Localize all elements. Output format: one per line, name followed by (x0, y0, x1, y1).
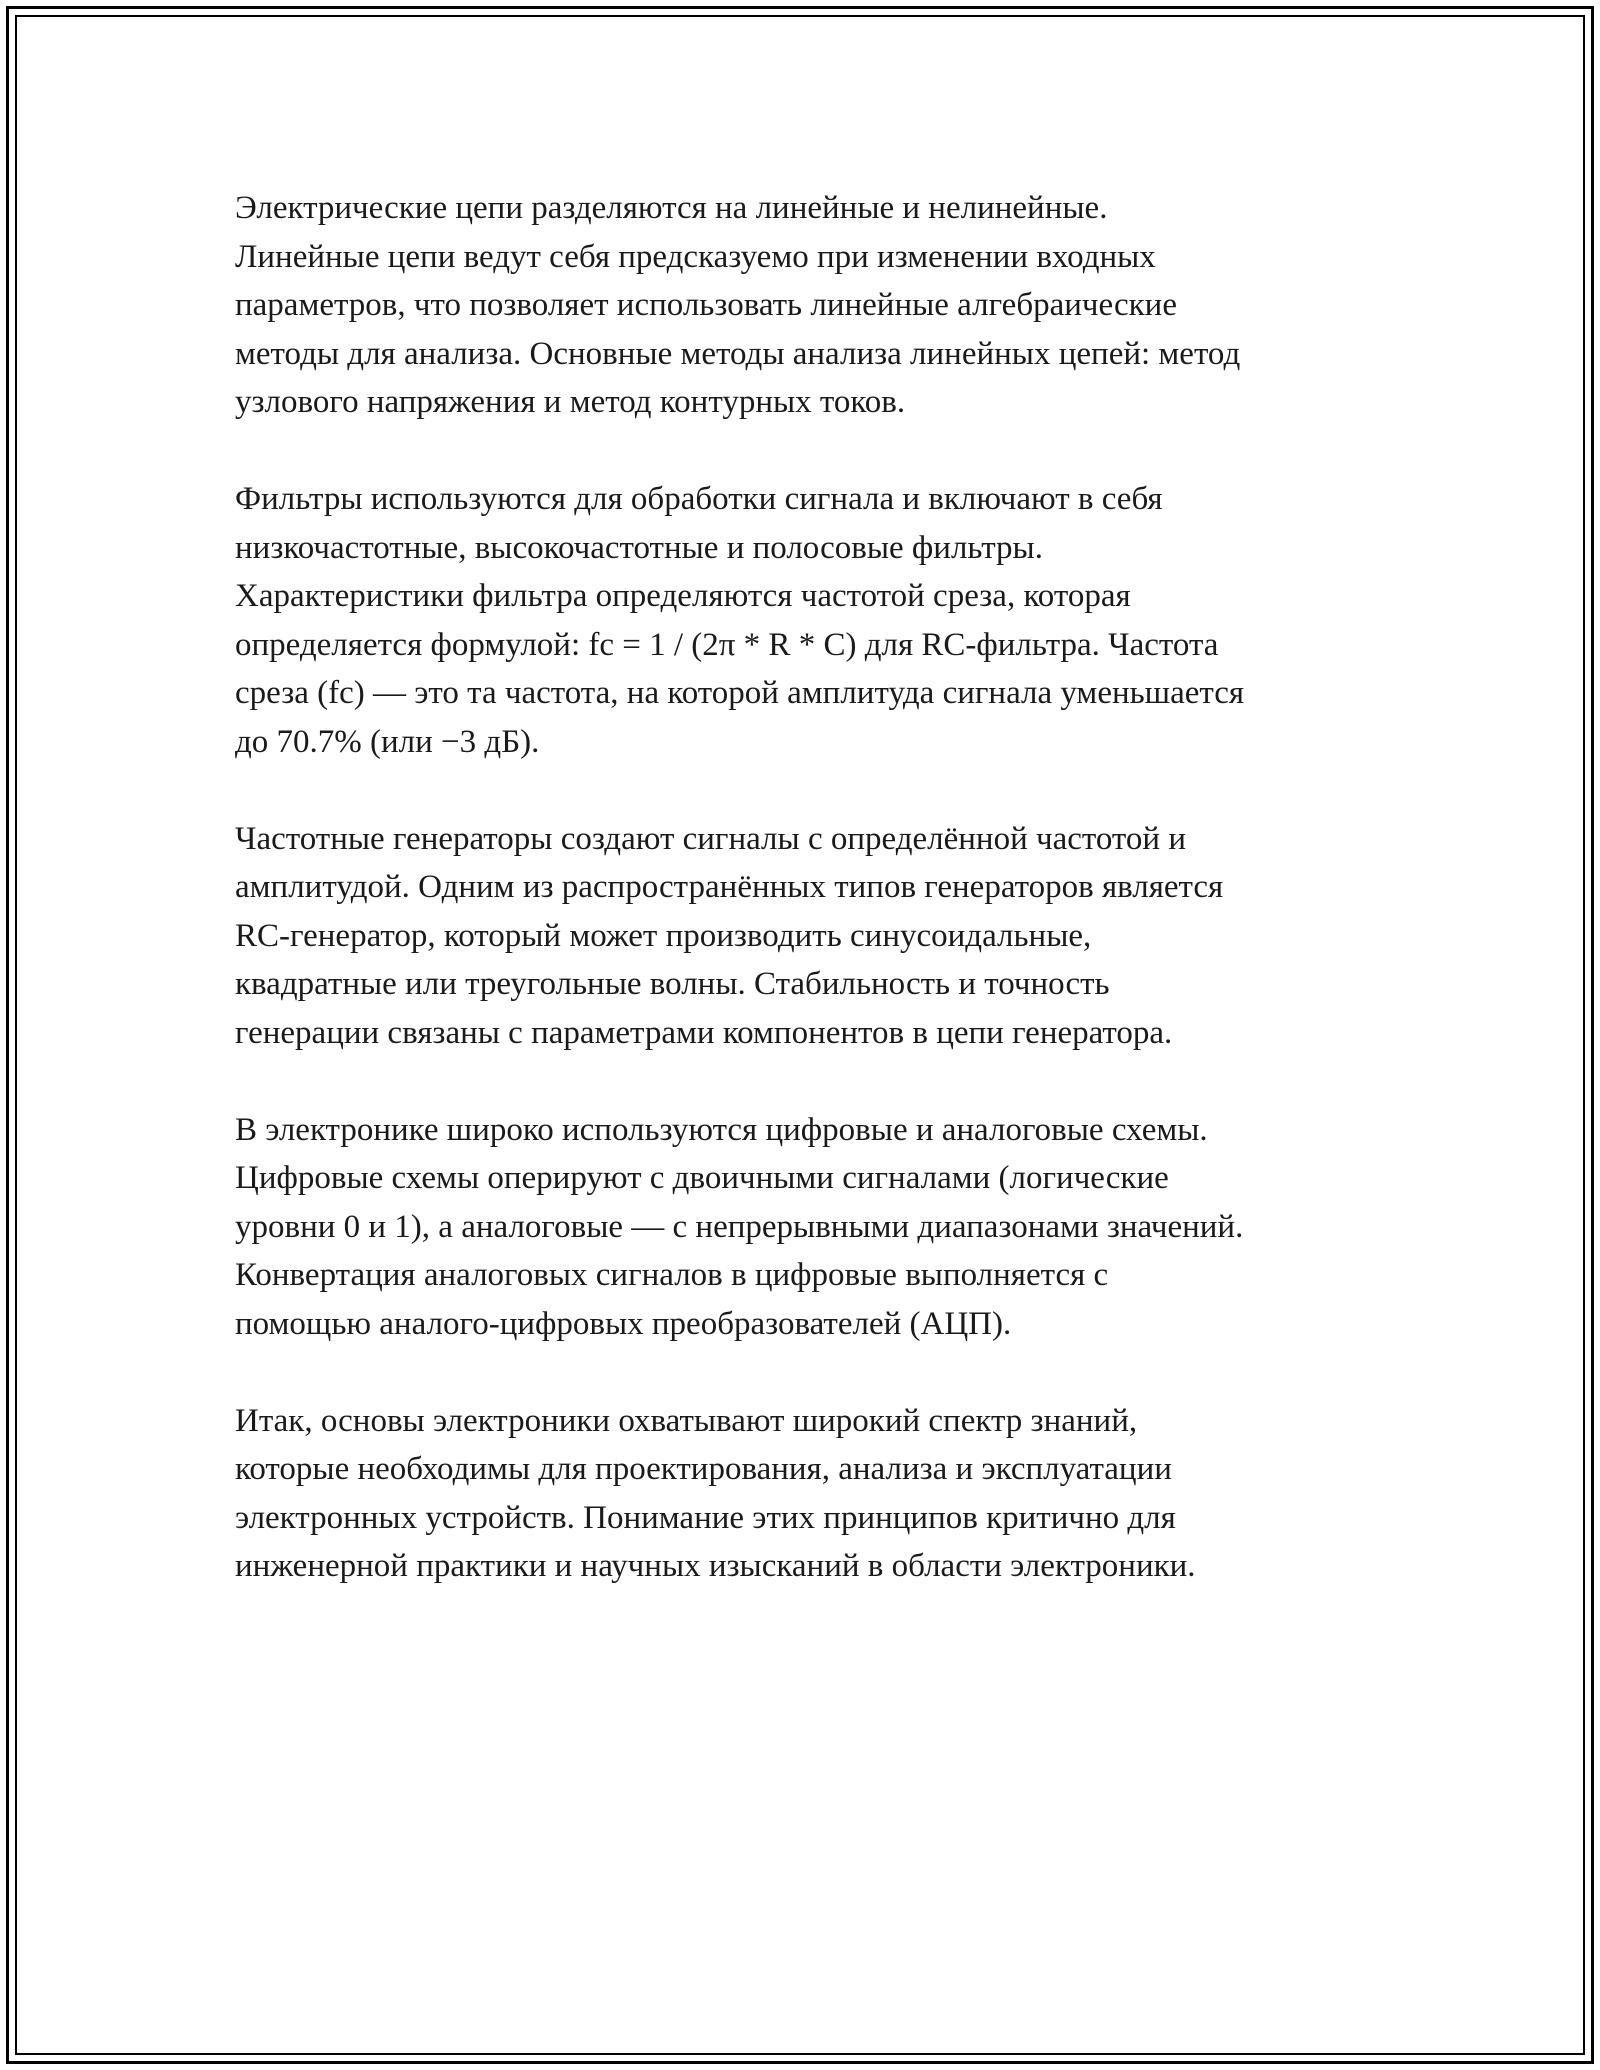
text-line: Фильтры используются для обработки сигнала и включают в себя (235, 481, 1163, 517)
text-line: среза (fc) — это та частота, на которой амплитуда сигнала уменьшается (235, 675, 1245, 711)
paragraph-generators (235, 815, 1385, 1058)
paragraph-conclusion (235, 1397, 1385, 1591)
text-line: Частотные генераторы создают сигналы с определённой частотой и (235, 820, 1186, 857)
text-line: Конвертация аналоговых сигналов в цифровые выполняется с (235, 1257, 1109, 1293)
text-line: Цифровые схемы оперируют с двоичными сигналами (логические (235, 1160, 1169, 1196)
text-line: низкочастотные, высокочастотные и полосовые фильтры. (235, 529, 1043, 566)
paragraph-filters (235, 475, 1385, 766)
document-body (235, 184, 1385, 1639)
text-line: методы для анализа. Основные методы анализа линейных цепей: метод (235, 335, 1241, 372)
text-line: RC-генератор, который может производить синусоидальные, (235, 917, 1092, 954)
text-line: Линейные цепи ведут себя предсказуемо при изменении входных (235, 238, 1156, 275)
text-line: помощью аналого-цифровых преобразователей (АЦП). (235, 1305, 1012, 1342)
text-line: Итак, основы электроники охватывают широкий спектр знаний, (235, 1402, 1138, 1439)
text-line: В электронике широко используются цифровые и аналоговые схемы. (235, 1111, 1208, 1148)
text-line: до 70.7% (или −3 дБ). (235, 723, 540, 760)
text-line: квадратные или треугольные волны. Стабильность и точность (235, 966, 1110, 1002)
text-line: уровни 0 и 1), а аналоговые — с непрерывными диапазонами значений. (235, 1208, 1244, 1245)
text-line: амплитудой. Одним из распространённых типов генераторов является (235, 869, 1224, 905)
text-line: параметров, что позволяет использовать линейные алгебраические (235, 287, 1177, 323)
paragraph-digital-analog (235, 1106, 1385, 1349)
text-line: генерации связаны с параметрами компонентов в цепи генератора. (235, 1014, 1173, 1051)
paragraph-linear-circuits (235, 184, 1385, 427)
text-line: Характеристики фильтра определяются частотой среза, которая (235, 578, 1131, 614)
text-line: определяется формулой: fc = 1 / (2π * R * C) для RC-фильтра. Частота (235, 626, 1219, 663)
text-line: электронных устройств. Понимание этих принципов критично для (235, 1499, 1176, 1536)
text-line: инженерной практики и научных изысканий в области электроники. (235, 1548, 1196, 1584)
text-line: узлового напряжения и метод контурных токов. (235, 384, 906, 420)
text-line: которые необходимы для проектирования, анализа и эксплуатации (235, 1451, 1172, 1487)
text-line: Электрические цепи разделяются на линейные и нелинейные. (235, 190, 1108, 226)
